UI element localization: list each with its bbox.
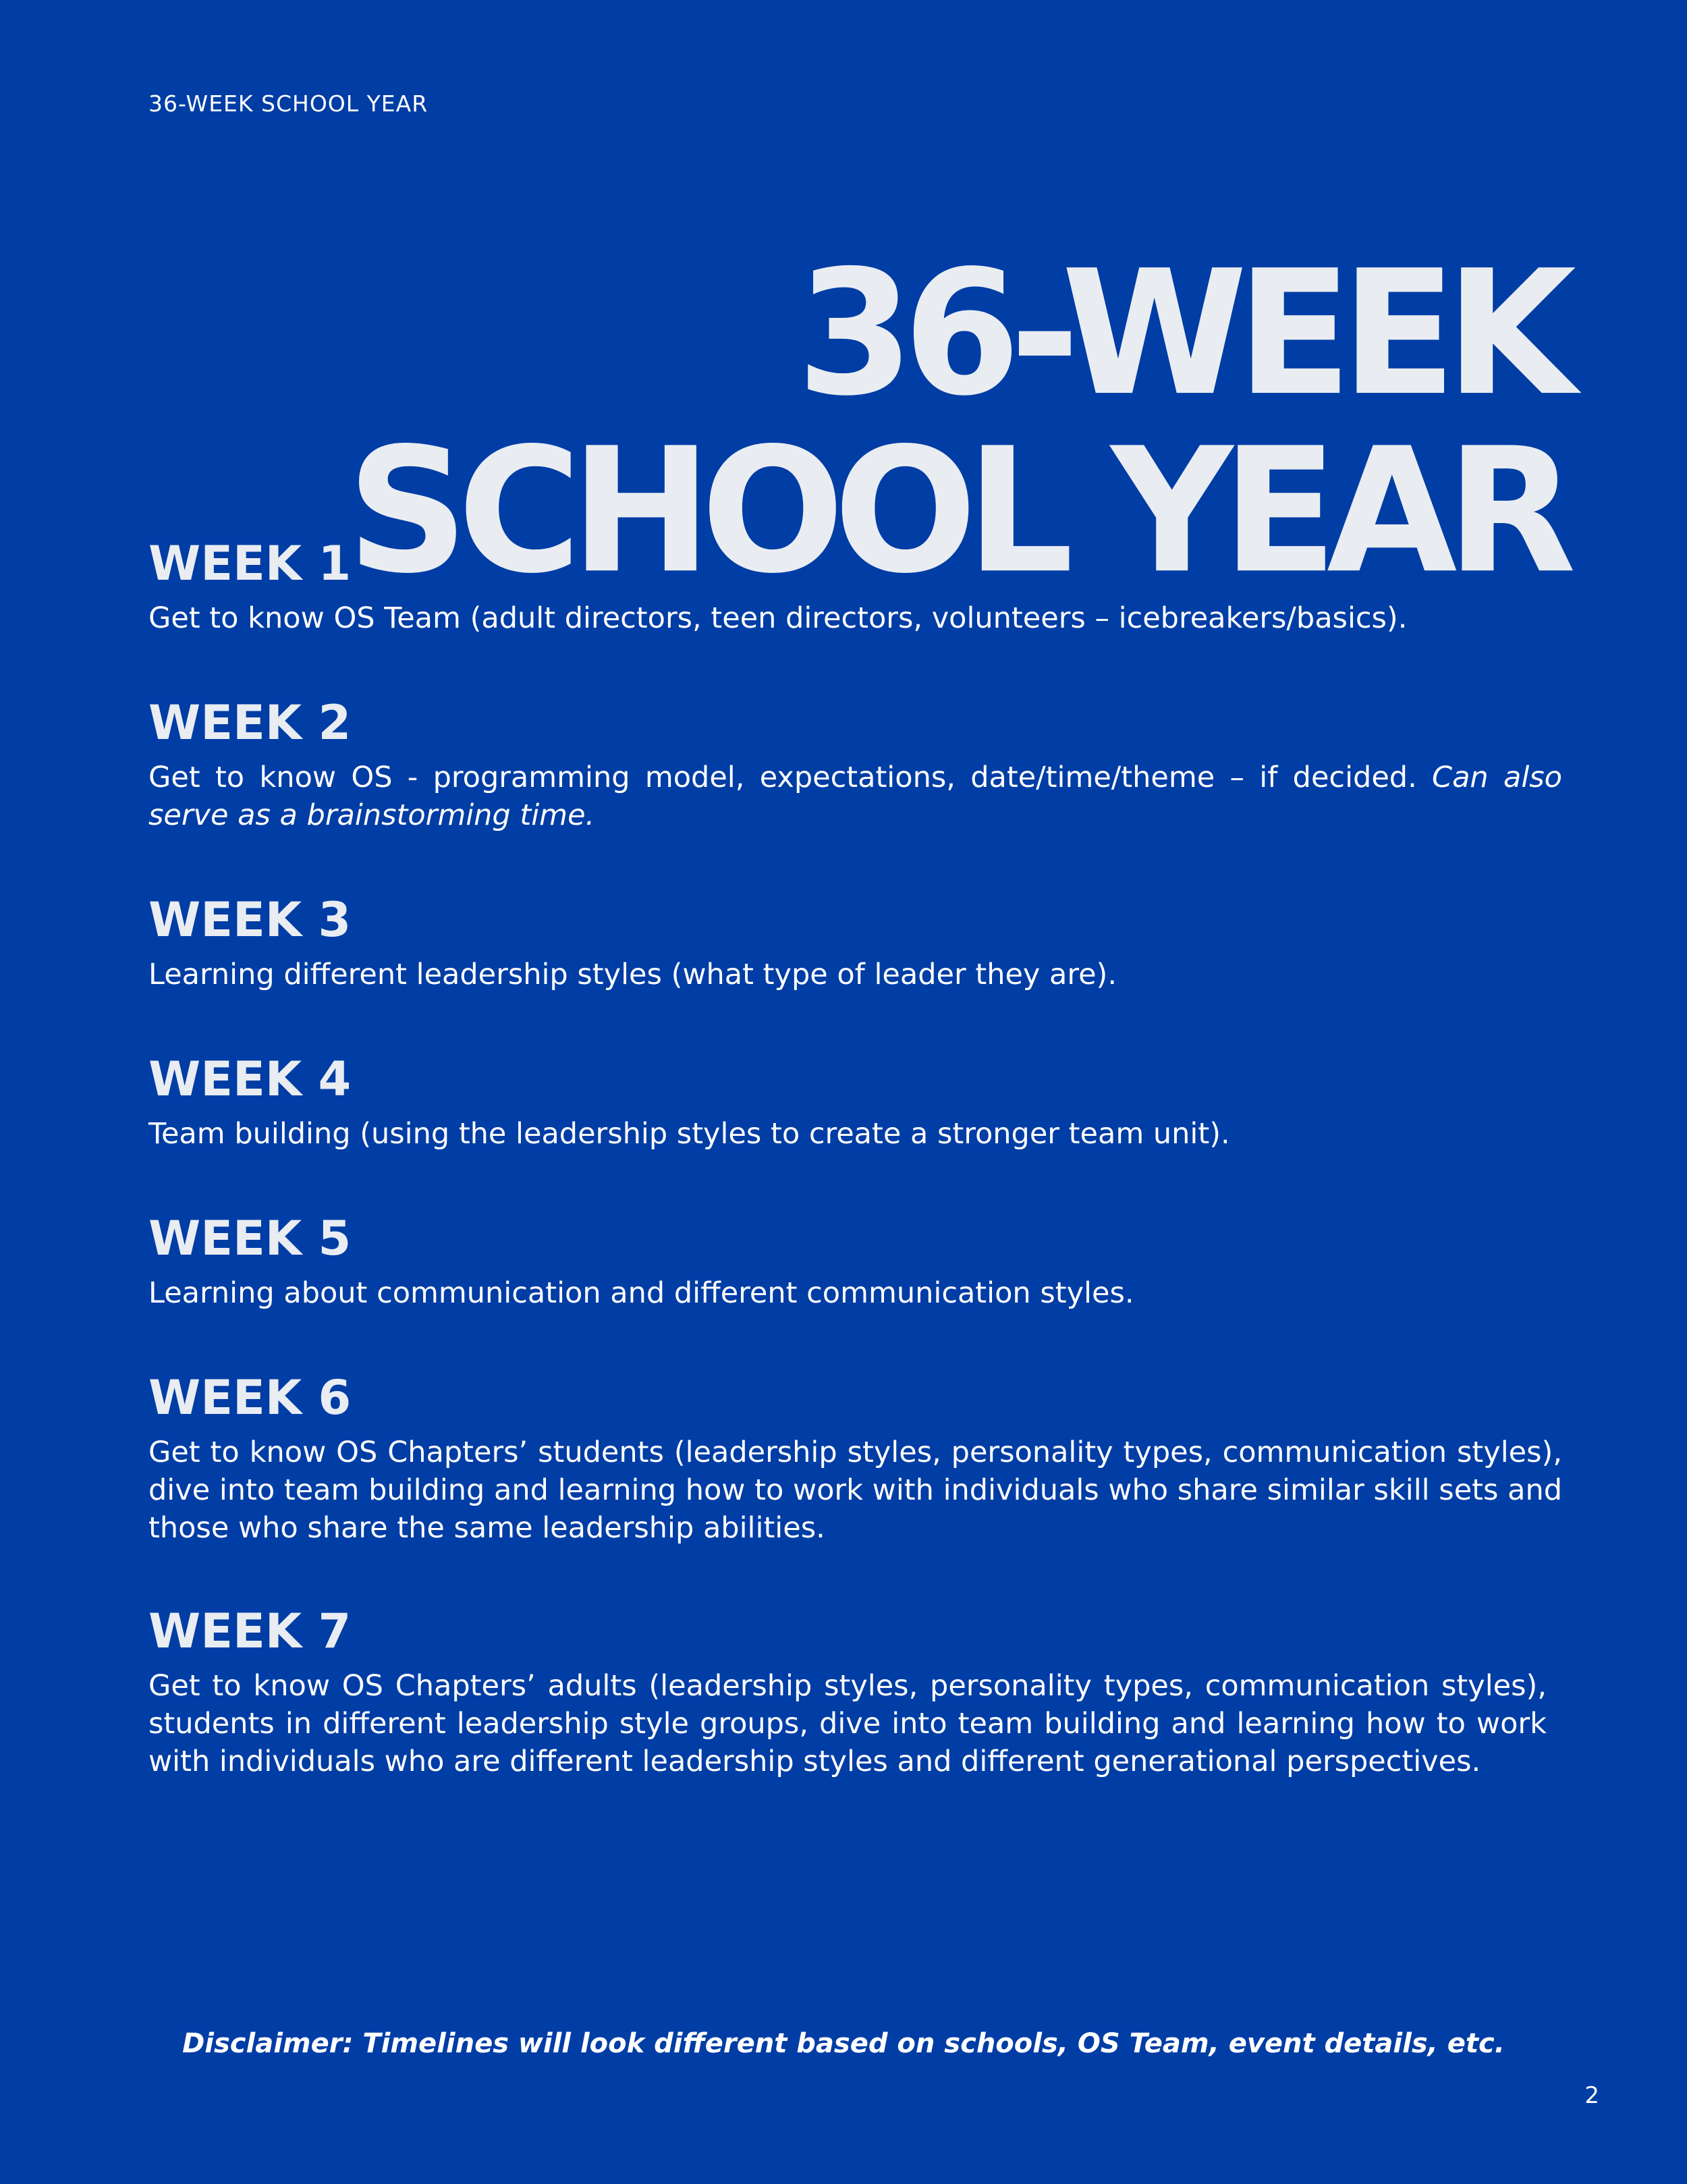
week-7-section <box>148 1601 1547 1780</box>
week-2-description-text: Get to know OS - programming model, expectations, date/time/theme – if decided. <box>148 761 1417 794</box>
week-3-section <box>148 890 1562 993</box>
running-header: 36-WEEK SCHOOL YEAR <box>148 90 428 117</box>
week-4-section <box>148 1049 1562 1153</box>
week-3-heading: WEEK 3 <box>148 892 352 948</box>
week-1-description: Get to know OS Team (adult directors, teen directors, volunteers – icebreakers/basics). <box>148 601 1408 635</box>
week-3-description: Learning different leadership styles (what type of leader they are). <box>148 958 1117 991</box>
week-6-heading: WEEK 6 <box>148 1370 352 1425</box>
week-1-heading: WEEK 1 <box>148 536 352 591</box>
week-5-heading: WEEK 5 <box>148 1211 352 1266</box>
week-2-description <box>148 759 1562 834</box>
week-2-description-italic: Can also serve as a brainstorming time. <box>148 761 1562 832</box>
week-7-heading: WEEK 7 <box>148 1604 352 1659</box>
page-title-line-2: SCHOOL YEAR <box>347 410 1566 611</box>
week-7-description: Get to know OS Chapters’ adults (leadership styles, personality types, communication styles), students in different leadership style groups, dive into team building and learning how to work with individuals who are different leadership styles and different generational perspectives. <box>148 1669 1547 1778</box>
week-2-heading: WEEK 2 <box>148 695 352 750</box>
week-5-description: Learning about communication and different communication styles. <box>148 1276 1134 1310</box>
disclaimer-note: Disclaimer: Timelines will look different based on schools, OS Team, event details, etc. <box>182 2028 1505 2059</box>
week-6-description: Get to know OS Chapters’ students (leadership styles, personality types, communication styles), dive into team building and learning how to work with individuals who share similar skill sets and those who share the same leadership abilities. <box>148 1436 1562 1545</box>
week-4-heading: WEEK 4 <box>148 1052 352 1107</box>
page-title-line-1: 36-WEEK <box>796 233 1566 433</box>
week-4-description: Team building (using the leadership styles to create a stronger team unit). <box>148 1117 1230 1151</box>
week-2-section <box>148 692 1562 834</box>
page-number: 2 <box>1584 2082 1599 2109</box>
week-6-section <box>148 1367 1562 1547</box>
week-5-section <box>148 1208 1562 1312</box>
week-1-section <box>148 533 1566 637</box>
